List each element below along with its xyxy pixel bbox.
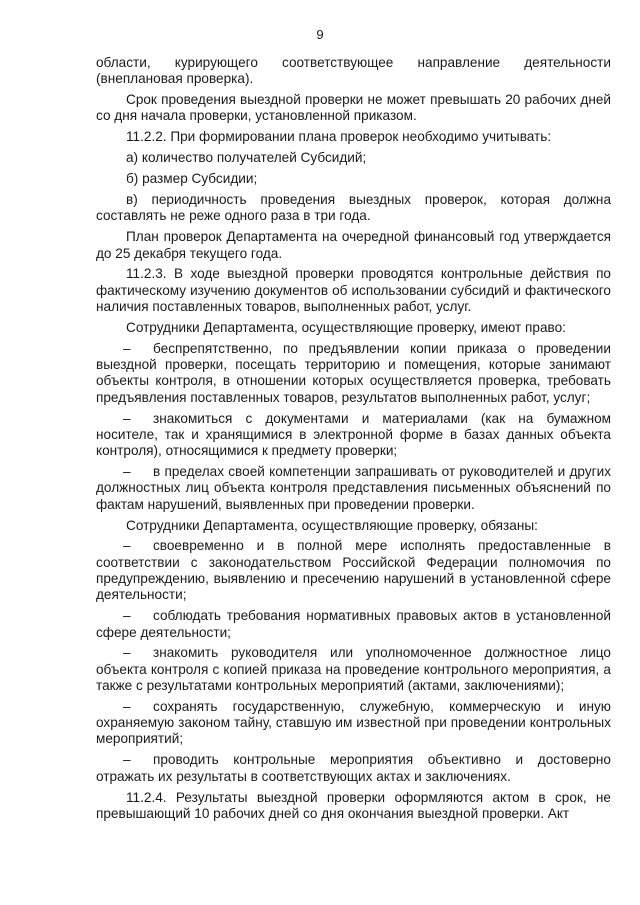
paragraph-text: своевременно и в полной мере исполнять предоставленные в соответствии с законодательством Российской Федерации полномочия по предупреждению, выявлению и пресечению нарушений в установленной сфере деятельности;: [96, 538, 611, 603]
paragraph-text: Сотрудники Департамента, осуществляющие проверку, обязаны:: [126, 517, 538, 533]
paragraph-text: 11.2.4. Результаты выездной проверки оформляются актом в срок, не превышающий 10 рабочих дней со дня окончания выездной проверки. Акт: [96, 789, 611, 821]
list-dash: –: [123, 340, 131, 356]
paragraph-text: 11.2.2. При формировании плана проверок необходимо учитывать:: [126, 129, 552, 145]
paragraph-text: соблюдать требования нормативных правовых актов в установленной сфере деятельности;: [96, 608, 611, 640]
paragraph-text: 11.2.3. В ходе выездной проверки проводятся контрольные действия по фактическому изучению документов об использовании субсидий и фактического наличия поставленных товаров, выполненных работ, услуг.: [96, 266, 611, 315]
paragraph: [96, 150, 611, 166]
list-item: [96, 464, 611, 513]
document-body: [96, 55, 611, 822]
list-item: [96, 538, 611, 603]
list-item: [96, 341, 611, 406]
paragraph-text: б) размер Субсидии;: [126, 171, 258, 187]
paragraph: [96, 266, 611, 315]
paragraph-text: знакомить руководителя или уполномоченное должностное лицо объекта контроля с копией приказа на проведение контрольного мероприятия, а также с результатами контрольных мероприятий (актами, заключениями);: [96, 645, 611, 693]
list-item: [96, 608, 611, 641]
paragraph: [96, 790, 611, 823]
list-dash: –: [123, 410, 131, 426]
paragraph: [96, 518, 611, 534]
paragraph: [96, 229, 611, 262]
paragraph-text: сохранять государственную, служебную, коммерческую и иную охраняемую законом тайну, ставшую им известной при проведении контрольных мероприятий;: [96, 698, 611, 747]
page-number: 9: [316, 27, 324, 42]
paragraph: [96, 171, 611, 187]
paragraph-text: а) количество получателей Субсидий;: [126, 150, 367, 166]
paragraph: [96, 192, 611, 225]
paragraph-text: в пределах своей компетенции запрашивать от руководителей и других должностных лиц объекта контроля представления письменных объяснений по фактам нарушений, выявленных при проведении проверки.: [96, 464, 611, 512]
paragraph-text: План проверок Департамента на очередной финансовый год утверждается до 25 декабря текущего года.: [96, 229, 611, 261]
paragraph-text: проводить контрольные мероприятия объективно и достоверно отражать их результаты в соответствующих актах и заключениях.: [96, 752, 611, 784]
list-dash: –: [123, 645, 131, 661]
paragraph: [96, 320, 611, 336]
paragraph: [96, 55, 611, 88]
paragraph-text: Сотрудники Департамента, осуществляющие проверку, имеют право:: [126, 319, 566, 335]
list-item: [96, 752, 611, 785]
paragraph-text: области, курирующего соответствующее направление деятельности (внеплановая проверка).: [96, 55, 611, 87]
list-dash: –: [123, 608, 131, 624]
paragraph: [96, 129, 611, 145]
paragraph-text: знакомиться с документами и материалами (как на бумажном носителе, так и хранящимися в электронной форме в базах данных объекта контроля), относящимися к предмету проверки;: [96, 410, 611, 459]
paragraph: [96, 92, 611, 125]
list-item: [96, 411, 611, 460]
list-item: [96, 699, 611, 748]
paragraph-text: беспрепятственно, по предъявлении копии приказа о проведении выездной проверки, посещать территорию и помещения, которые занимают объекты контроля, в отношении которых осуществляется проверка, требовать предъявления поставленных товаров, результатов выполненных работ, услуг;: [96, 340, 611, 405]
list-dash: –: [123, 752, 131, 768]
list-dash: –: [123, 464, 131, 480]
list-dash: –: [123, 698, 131, 714]
list-dash: –: [123, 538, 131, 554]
paragraph-text: в) периодичность проведения выездных проверок, которая должна составлять не реже одного раза в три года.: [96, 192, 611, 224]
list-item: [96, 645, 611, 694]
paragraph-text: Срок проведения выездной проверки не может превышать 20 рабочих дней со дня начала проверки, установленной приказом.: [96, 92, 611, 124]
